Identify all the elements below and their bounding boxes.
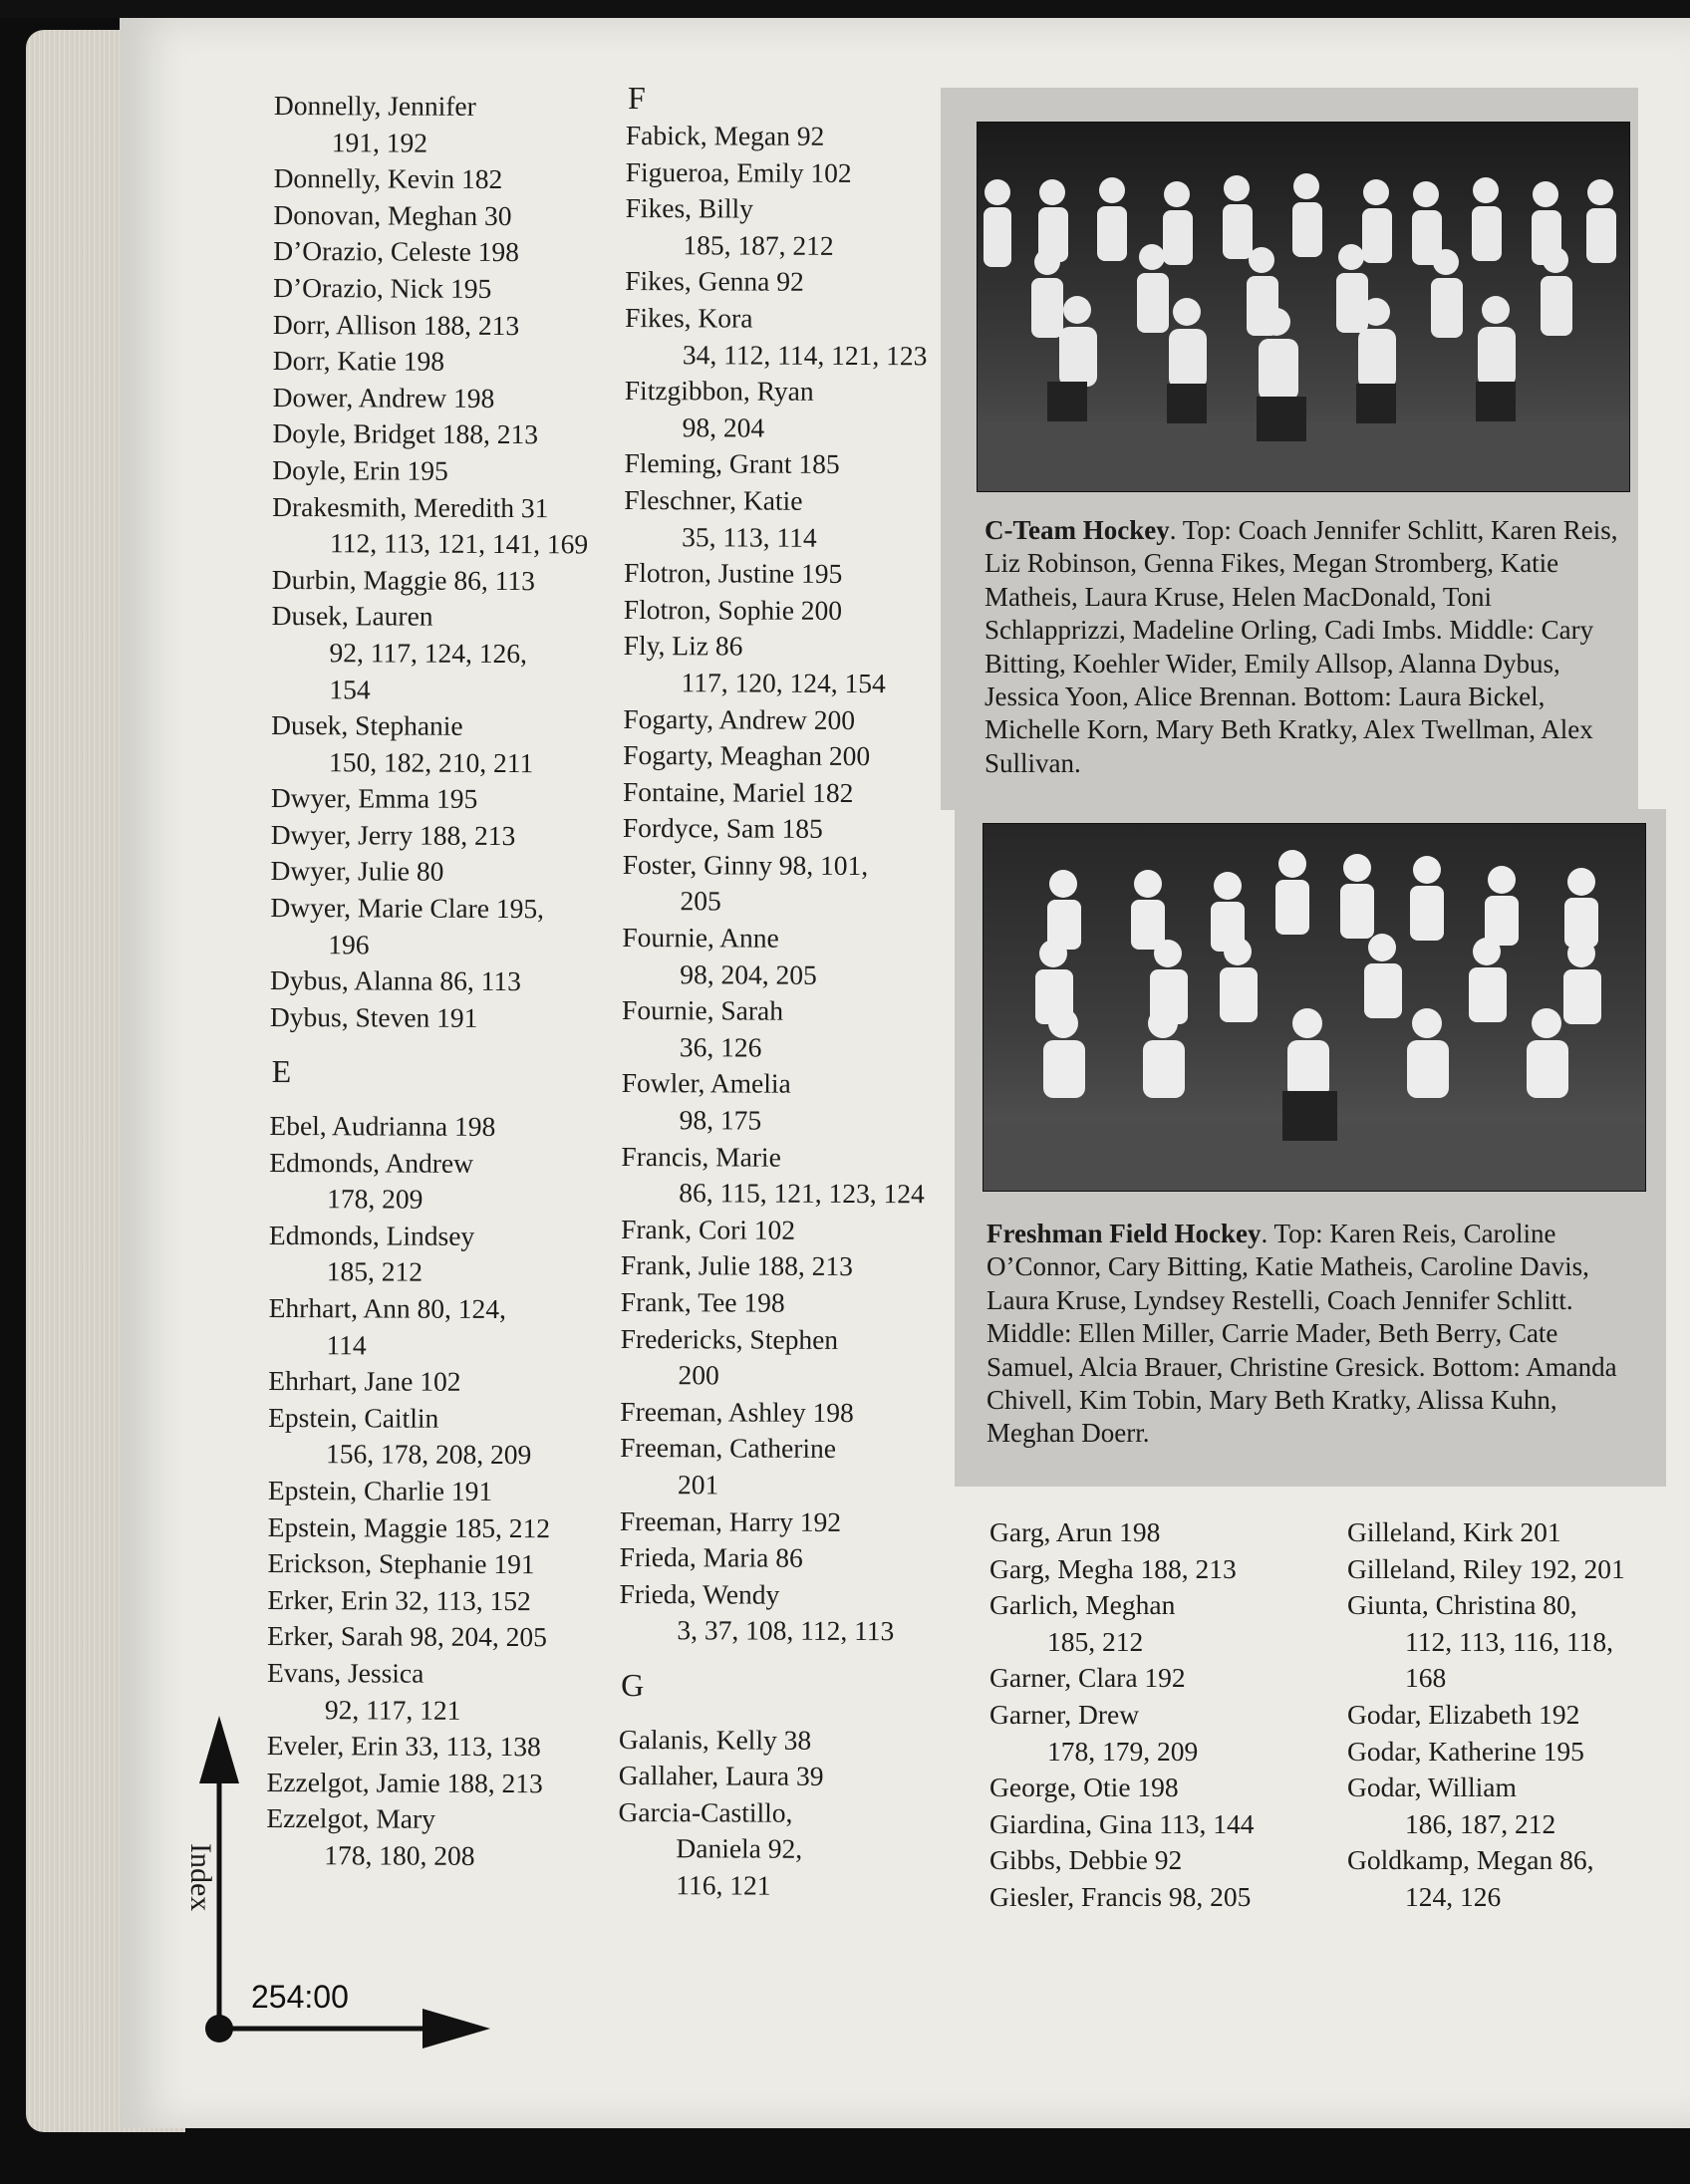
index-entry: Garcia-Castillo,	[618, 1795, 793, 1828]
index-entry: Fitzgibbon, Ryan	[624, 375, 814, 407]
index-entry-pages: 196	[328, 928, 370, 960]
index-entry: Frank, Tee 198	[620, 1285, 785, 1318]
index-entry-pages: 185, 187, 212	[683, 229, 834, 261]
index-entry: Foster, Ginny 98, 101,	[622, 848, 869, 881]
index-entry-pages: 112, 113, 116, 118,	[1405, 1625, 1614, 1657]
index-entry: Godar, Elizabeth 192	[1347, 1698, 1580, 1730]
index-entry: Dwyer, Jerry 188, 213	[270, 818, 516, 851]
index-entry: Ezzelgot, Mary	[266, 1802, 436, 1835]
index-entry: Figueroa, Emily 102	[625, 155, 852, 188]
index-entry: Dusek, Stephanie	[271, 709, 463, 741]
index-entry: Gilleland, Kirk 201	[1347, 1516, 1561, 1547]
index-entry: Fournie, Sarah	[622, 994, 784, 1026]
section-letter-g: G	[621, 1666, 645, 1704]
index-entry: Garner, Drew	[989, 1698, 1140, 1730]
index-entry: Erker, Sarah 98, 204, 205	[267, 1620, 548, 1653]
index-entry: Gibbs, Debbie 92	[989, 1844, 1183, 1876]
index-entry: Dwyer, Julie 80	[270, 855, 444, 888]
section-letter-e: E	[271, 1053, 292, 1090]
index-entry-pages: 117, 120, 124, 154	[681, 667, 886, 699]
index-entry: Epstein, Maggie 185, 212	[267, 1510, 551, 1543]
index-entry: Freeman, Catherine	[620, 1432, 837, 1465]
index-entry: Doyle, Bridget 188, 213	[272, 417, 539, 450]
index-entry: Garg, Arun 198	[989, 1516, 1161, 1547]
index-entry: Frank, Julie 188, 213	[620, 1249, 854, 1282]
index-entry: Durbin, Maggie 86, 113	[271, 563, 535, 596]
index-entry: Donnelly, Jennifer	[273, 89, 476, 122]
index-entry: Fogarty, Andrew 200	[623, 702, 856, 735]
index-entry: Dwyer, Emma 195	[270, 782, 478, 815]
index-entry-pages: 112, 113, 121, 141, 169	[329, 527, 589, 560]
page-number: 254:00	[251, 1979, 349, 2015]
index-entry: Fabick, Megan 92	[625, 119, 825, 151]
index-entry: Fikes, Billy	[625, 192, 754, 224]
index-entry: Ezzelgot, Jamie 188, 213	[266, 1766, 543, 1798]
index-entry: Epstein, Charlie 191	[267, 1474, 493, 1506]
index-entry: Dorr, Allison 188, 213	[272, 308, 520, 341]
index-entry-pages: 98, 204	[682, 411, 765, 443]
index-entry: Godar, William	[1347, 1772, 1517, 1803]
index-entry: Frieda, Wendy	[619, 1577, 780, 1610]
index-entry-pages: 178, 209	[327, 1183, 423, 1215]
index-entry-pages: 36, 126	[679, 1031, 762, 1063]
index-entry-pages: 185, 212	[326, 1255, 423, 1288]
index-entry: Dorr, Katie 198	[272, 345, 445, 377]
index-entry: Flotron, Sophie 200	[623, 593, 843, 626]
index-entry-pages: 205	[680, 885, 721, 917]
index-entry: D’Orazio, Nick 195	[273, 271, 492, 304]
section-label-index: Index	[184, 1843, 217, 1912]
corner-dot-icon	[205, 2015, 233, 2043]
index-entry: Gallaher, Laura 39	[618, 1760, 824, 1792]
index-entry: Donovan, Meghan 30	[273, 198, 512, 231]
index-entry: Fleming, Grant 185	[624, 447, 840, 480]
index-entry: Fogarty, Meaghan 200	[623, 739, 871, 772]
index-entry: Ehrhart, Jane 102	[268, 1365, 461, 1398]
index-entry: Fredericks, Stephen	[620, 1322, 839, 1355]
index-entry: Dower, Andrew 198	[272, 381, 495, 413]
index-entry-pages: 156, 178, 208, 209	[325, 1438, 532, 1471]
index-entry: Goldkamp, Megan 86,	[1347, 1844, 1594, 1876]
index-entry-pages: 92, 117, 121	[324, 1693, 461, 1726]
freshman-caption-text: . Top: Karen Reis, Caroline O’Connor, Cary Bitting, Katie Matheis, Caroline Davis, Laura Kruse, Lyndsey Restelli, Coach Jennifer Schlitt. Middle: Ellen Miller, Carrie Mader, Beth Berry, Cate Samuel, Alcia Brauer, Christine Gresick. Bottom: Amanda Chivell, Kim Tobin, Mary Beth Kratky, Alissa Kuhn, Meghan Doerr.	[986, 1219, 1617, 1449]
index-entry-pages: 86, 115, 121, 123, 124	[679, 1177, 925, 1210]
freshman-caption-title: Freshman Field Hockey	[986, 1219, 1262, 1248]
right-arrow-icon	[422, 2009, 490, 2048]
index-entry: Fikes, Genna 92	[625, 265, 804, 298]
index-entry: Giardina, Gina 113, 144	[989, 1807, 1255, 1839]
index-entry: Frank, Cori 102	[621, 1213, 796, 1245]
index-entry-pages: 201	[677, 1469, 719, 1501]
index-entry-pages: 191, 192	[331, 126, 428, 158]
index-entry: Fowler, Amelia	[621, 1067, 791, 1100]
index-entry: Edmonds, Andrew	[269, 1146, 474, 1179]
index-entry-pages: 150, 182, 210, 211	[328, 745, 534, 778]
index-entry-pages: Daniela 92,	[676, 1832, 803, 1865]
index-entry: Galanis, Kelly 38	[618, 1723, 812, 1756]
index-entry-pages: 178, 179, 209	[1047, 1735, 1199, 1767]
index-entry-pages: 178, 180, 208	[324, 1839, 475, 1871]
index-entry: Gilleland, Riley 192, 201	[1347, 1552, 1625, 1584]
index-entry: Epstein, Caitlin	[268, 1401, 439, 1434]
section-letter-f: F	[628, 80, 646, 116]
index-entry: Donnelly, Kevin 182	[273, 162, 503, 195]
index-entry: Fordyce, Sam 185	[622, 812, 823, 845]
index-entry: Ehrhart, Ann 80, 124,	[268, 1291, 507, 1325]
index-entry: Dwyer, Marie Clare 195,	[270, 892, 545, 925]
index-entry: Godar, Katherine 195	[1347, 1735, 1584, 1767]
c-team-caption-text: . Top: Coach Jennifer Schlitt, Karen Reis, Liz Robinson, Genna Fikes, Megan Stromberg, Katie Matheis, Laura Kruse, Helen MacDonald, Toni Schlapprizzi, Madeline Orling, Cadi Imbs. Middle: Cary Bitting, Koehler Wider, Emily Allsop, Alanna Dybus, Jessica Yoon, Alice Brennan. Bottom: Laura Bickel, Michelle Korn, Mary Beth Kratky, Alex Twellman, Alex Sullivan.	[985, 515, 1618, 778]
index-entry: Fournie, Anne	[622, 922, 779, 954]
index-entry: Garner, Clara 192	[989, 1662, 1186, 1694]
index-entry-pages: 92, 117, 124, 126,	[329, 637, 527, 670]
index-entry-pages: 114	[326, 1328, 367, 1361]
up-arrow-icon	[199, 1716, 239, 1783]
c-team-caption-title: C-Team Hockey	[985, 515, 1170, 545]
index-entry: Evans, Jessica	[266, 1656, 424, 1689]
index-entry: Giesler, Francis 98, 205	[989, 1880, 1252, 1912]
index-entry-pages: 200	[678, 1359, 719, 1391]
index-entry: Freeman, Harry 192	[619, 1504, 842, 1537]
index-entry-pages: 154	[329, 673, 371, 704]
index-entry-pages: 98, 204, 205	[680, 957, 817, 990]
index-entry: Francis, Marie	[621, 1140, 781, 1173]
index-entry: Dybus, Steven 191	[269, 1000, 478, 1033]
index-entry: Fontaine, Mariel 182	[622, 775, 854, 808]
index-entry-pages: 185, 212	[1047, 1625, 1144, 1657]
index-entry: Doyle, Erin 195	[272, 453, 448, 486]
index-entry-pages: 116, 121	[676, 1869, 771, 1901]
index-entry: Erker, Erin 32, 113, 152	[267, 1583, 531, 1616]
index-entry: Drakesmith, Meredith 31	[272, 490, 549, 523]
index-entry-pages: 34, 112, 114, 121, 123	[682, 338, 928, 371]
index-entry: Garlich, Meghan	[989, 1589, 1176, 1621]
index-entry: Fikes, Kora	[625, 301, 753, 334]
index-entry: George, Otie 198	[989, 1772, 1179, 1803]
index-entry: Edmonds, Lindsey	[268, 1219, 475, 1251]
index-entry: Eveler, Erin 33, 113, 138	[266, 1730, 541, 1763]
index-entry-pages: 3, 37, 108, 112, 113	[677, 1614, 895, 1647]
index-entry-pages: 124, 126	[1405, 1880, 1502, 1912]
index-entry: Flotron, Justine 195	[623, 557, 843, 590]
index-entry: Erickson, Stephanie 191	[267, 1547, 535, 1580]
index-entry: Dybus, Alanna 86, 113	[270, 964, 521, 997]
index-entry: Giunta, Christina 80,	[1347, 1589, 1577, 1621]
index-entry-pages: 35, 113, 114	[682, 520, 817, 553]
index-entry: Ebel, Audrianna 198	[269, 1110, 496, 1143]
index-entry: Garg, Megha 188, 213	[989, 1552, 1237, 1584]
index-entry-pages: 186, 187, 212	[1405, 1807, 1556, 1839]
index-entry: Fly, Liz 86	[623, 630, 743, 662]
index-entry: Frieda, Maria 86	[619, 1541, 803, 1573]
index-entry: D’Orazio, Celeste 198	[273, 235, 520, 268]
index-entry: Fleschner, Katie	[624, 483, 803, 516]
index-entry: Freeman, Ashley 198	[620, 1395, 854, 1428]
index-entry: Dusek, Lauren	[271, 600, 433, 633]
index-entry-pages: 98, 175	[679, 1104, 762, 1136]
index-entry-pages: 168	[1405, 1662, 1447, 1694]
